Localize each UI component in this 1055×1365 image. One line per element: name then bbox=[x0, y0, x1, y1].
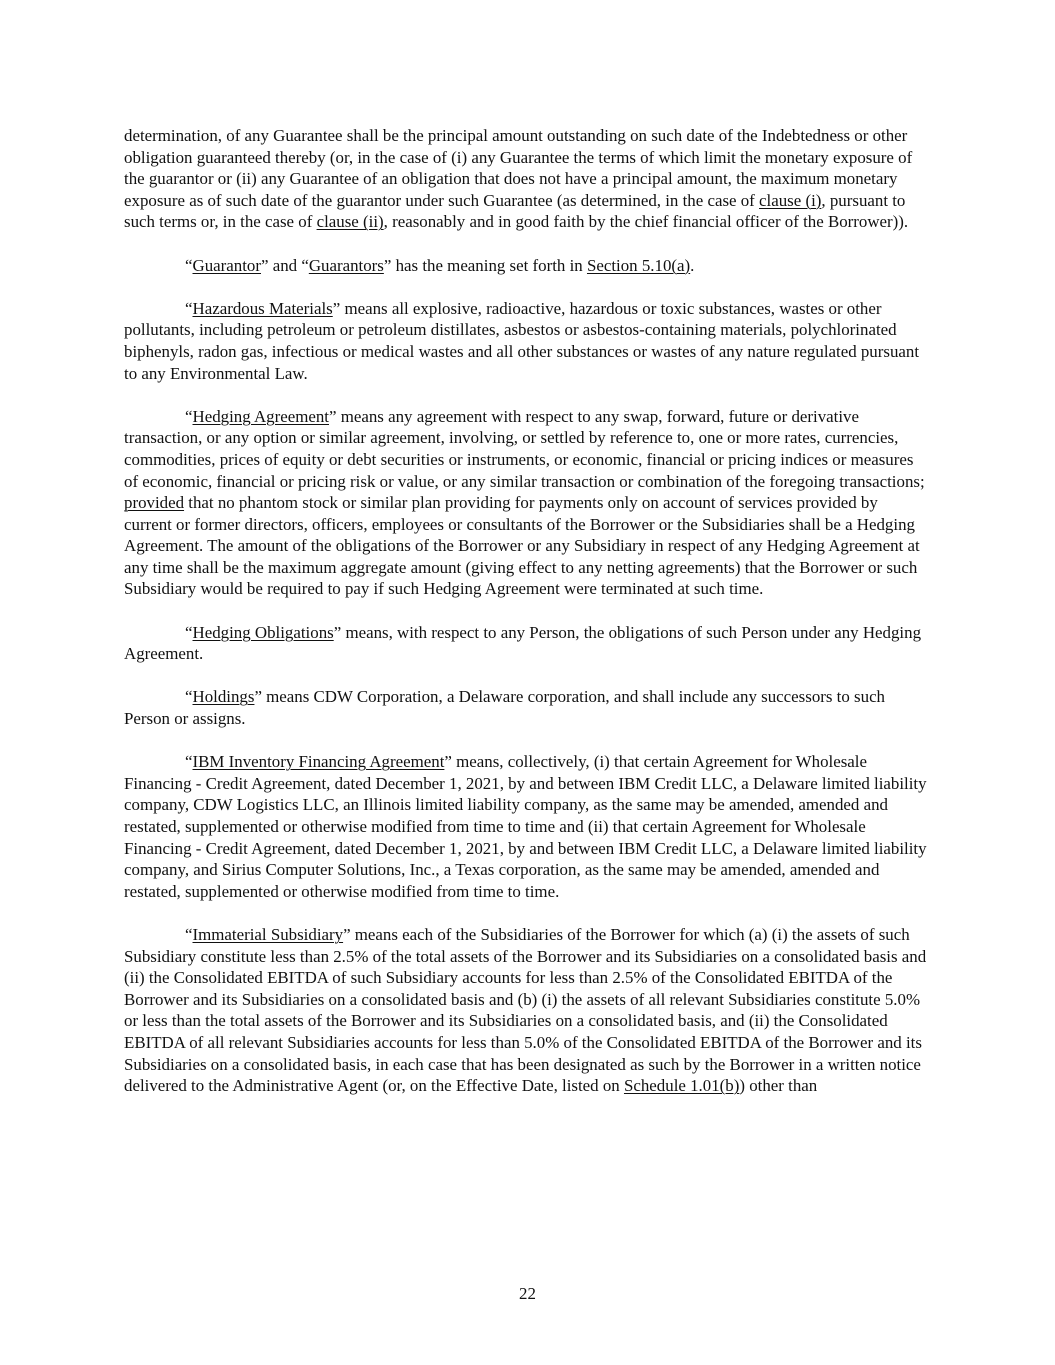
defined-term-reference: Hedging Agreement bbox=[192, 406, 329, 426]
paragraph-text: , reasonably and in good faith by the chief financial officer of the Borrower)). bbox=[383, 212, 909, 232]
paragraph-text: ” means, collectively, (i) that certain Agreement for Wholesale Financing - Credit Agreement, dated December 1, 2021, by and between IBM Credit LLC, a Delaware limited liability company, CDW Logistics LLC, an Illinois limited liability company, as the same may be amended, amended and restated, supplemented or otherwise modified from time to time and (ii) that certain Agreement for Wholesale Financing - Credit Agreement, dated December 1, 2021, by and between IBM Credit LLC, a Delaware limited liability company, and Sirius Computer Solutions, Inc., a Texas corporation, as the same may be amended, amended and restated, supplemented or otherwise modified from time to time. bbox=[124, 752, 927, 901]
defined-term-reference: clause (i) bbox=[759, 190, 822, 210]
paragraph-text: ” has the meaning set forth in bbox=[383, 255, 587, 275]
paragraph bbox=[124, 751, 928, 902]
document-body bbox=[124, 125, 928, 1097]
paragraph bbox=[124, 924, 928, 1097]
paragraph-text: ” means each of the Subsidiaries of the Borrower for which (a) (i) the assets of such Subsidiary constitute less than 2.5% of the total assets of the Borrower and its Subsidiaries on a consolidated basis and (ii) the Consolidated EBITDA of such Subsidiary accounts for less than 2.5% of the Consolidated EBITDA of the Borrower and its Subsidiaries on a consolidated basis and (b) (i) the assets of all relevant Subsidiaries constitute 5.0% or less than the total assets of the Borrower and its Subsidiaries on a consolidated basis, and (ii) the Consolidated EBITDA of all relevant Subsidiaries accounts for less than 5.0% of the Consolidated EBITDA of the Borrower and its Subsidiaries on a consolidated basis, in each case that has been designated as such by the Borrower in a written notice delivered to the Administrative Agent (or, on the Effective Date, listed on bbox=[124, 924, 927, 1096]
paragraph-text: that no phantom stock or similar plan providing for payments only on account of services provided by current or former directors, officers, employees or consultants of the Borrower or the Subsidiaries shall be a Hedging Agreement. The amount of the obligations of the Borrower or any Subsidiary in respect of any Hedging Agreement at any time shall be the maximum aggregate amount (giving effect to any netting agreements) that the Borrower or such Subsidiary would be required to pay if such Hedging Agreement were terminated at such time. bbox=[124, 493, 920, 599]
paragraph-text: ” and “ bbox=[260, 255, 309, 275]
paragraph bbox=[124, 686, 928, 729]
defined-term-reference: provided bbox=[124, 493, 185, 513]
paragraph-text: . bbox=[690, 255, 695, 275]
document-page bbox=[124, 125, 928, 1118]
paragraph-text: ” means all explosive, radioactive, hazardous or toxic substances, wastes or other pollutants, including petroleum or petroleum distillates, asbestos or asbestos-containing materials, polychlorinated biphenyls, radon gas, infectious or medical wastes and all other substances or wastes of any nature regulated pursuant to any Environmental Law. bbox=[124, 298, 920, 383]
paragraph bbox=[124, 255, 928, 277]
paragraph-text: “ bbox=[185, 406, 193, 426]
paragraph-text: “ bbox=[185, 687, 193, 707]
paragraph-text: , pursuant to such terms or, in the case of bbox=[124, 190, 906, 232]
defined-term-reference: clause (ii) bbox=[316, 212, 384, 232]
paragraph bbox=[124, 406, 928, 600]
paragraph-text: ” means any agreement with respect to any swap, forward, future or derivative transaction, or any option or similar agreement, involving, or settled by reference to, one or more rates, currencies, commodities, prices of equity or debt securities or instruments, or economic, financial or pricing indices or measures of economic, financial or pricing risk or value, or any similar transaction or combination of the foregoing transactions; bbox=[124, 406, 925, 491]
paragraph-text: “ bbox=[185, 255, 193, 275]
paragraph-text: ) other than bbox=[739, 1076, 818, 1096]
defined-term-reference: Schedule 1.01(b) bbox=[623, 1076, 740, 1096]
paragraph bbox=[124, 125, 928, 233]
paragraph-text: “ bbox=[185, 298, 193, 318]
paragraph-text: “ bbox=[185, 924, 193, 944]
paragraph-text: “ bbox=[185, 752, 193, 772]
paragraph-text: ” means CDW Corporation, a Delaware corporation, and shall include any successors to such Person or assigns. bbox=[124, 687, 886, 729]
defined-term-reference: Hedging Obligations bbox=[192, 622, 334, 642]
defined-term-reference: Guarantors bbox=[308, 255, 384, 275]
paragraph-text: ” means, with respect to any Person, the obligations of such Person under any Hedging Agreement. bbox=[124, 622, 922, 664]
paragraph-text: “ bbox=[185, 622, 193, 642]
paragraph bbox=[124, 298, 928, 384]
paragraph-text: determination, of any Guarantee shall be the principal amount outstanding on such date of the Indebtedness or other obligation guaranteed thereby (or, in the case of (i) any Guarantee the terms of which limit the monetary exposure of the guarantor or (ii) any Guarantee of an obligation that does not have a principal amount, the maximum monetary exposure as of such date of the guarantor under such Guarantee (as determined, in the case of bbox=[124, 126, 913, 210]
defined-term-reference: Guarantor bbox=[192, 255, 261, 275]
defined-term-reference: Hazardous Materials bbox=[192, 298, 333, 318]
defined-term-reference: Immaterial Subsidiary bbox=[192, 924, 344, 944]
page-number: 22 bbox=[519, 1284, 536, 1303]
paragraph bbox=[124, 622, 928, 665]
defined-term-reference: Holdings bbox=[192, 687, 255, 707]
defined-term-reference: IBM Inventory Financing Agreement bbox=[192, 752, 445, 772]
defined-term-reference: Section 5.10(a) bbox=[586, 255, 691, 275]
